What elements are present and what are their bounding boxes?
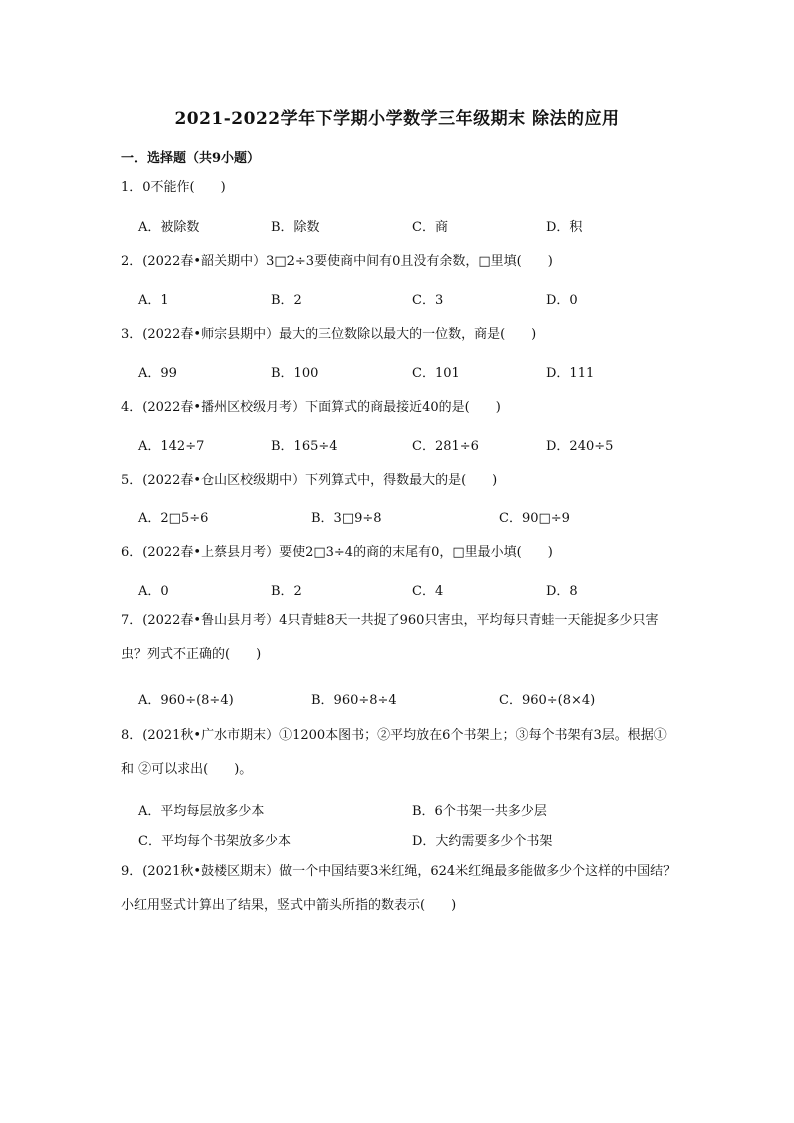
question-7: 7．(2022春•鲁山县月考）4只青蛙8天一共捉了960只害虫，平均每只青蛙一天能捉多少只害虫？列式不正确的( ) — [121, 613, 659, 662]
question-7-options — [138, 689, 698, 709]
option-d: D．240÷5 — [546, 439, 614, 454]
question-1: 1．0不能作( ) — [121, 180, 226, 195]
question-9: 9．(2021秋•鼓楼区期末）做一个中国结要3米红绳，624米红绳最多能做多少个这样的中国结？小红用竖式计算出了结果，竖式中箭头所指的数表示( ) — [121, 864, 677, 913]
question-8: 8．(2021秋•广水市期末）①1200本图书；②平均放在6个书架上；③每个书架有3层。根据①和 ②可以求出( )。 — [121, 728, 667, 777]
question-2-options — [138, 289, 698, 309]
option-a: A．2□5÷6 — [138, 511, 209, 526]
question-8-options-row-2 — [138, 830, 698, 850]
option-b: B．除数 — [271, 220, 320, 235]
option-d: D．0 — [546, 293, 578, 308]
option-d: D．积 — [546, 220, 583, 235]
question-1-options — [138, 216, 698, 236]
option-a: A．0 — [138, 584, 169, 599]
option-c: C．平均每个书架放多少本 — [138, 834, 291, 849]
option-b: B．960÷8÷4 — [311, 693, 397, 708]
option-c: C．90□÷9 — [499, 511, 570, 526]
question-4: 4．(2022春•播州区校级月考）下面算式的商最接近40的是( ) — [121, 400, 501, 415]
question-6-options — [138, 580, 698, 600]
option-d: D．大约需要多少个书架 — [412, 834, 553, 849]
option-b: B．2 — [271, 293, 302, 308]
option-b: B．2 — [271, 584, 302, 599]
option-a: A．1 — [138, 293, 169, 308]
option-a: A．被除数 — [138, 220, 200, 235]
option-c: C．281÷6 — [412, 439, 479, 454]
question-4-options — [138, 435, 698, 455]
option-a: A．99 — [138, 366, 177, 381]
question-3-options — [138, 362, 698, 382]
option-b: B．100 — [271, 366, 319, 381]
question-8-options-row-1 — [138, 800, 698, 820]
option-c: C．4 — [412, 584, 444, 599]
question-6: 6．(2022春•上蔡县月考）要使2□3÷4的商的末尾有0，□里最小填( ) — [121, 545, 553, 560]
option-b: B．165÷4 — [271, 439, 338, 454]
option-b: B．3□9÷8 — [311, 511, 382, 526]
option-b: B．6个书架一共多少层 — [412, 804, 547, 819]
option-c: C．960÷(8×4) — [499, 693, 596, 708]
option-c: C．3 — [412, 293, 444, 308]
question-2: 2．(2022春•韶关期中）3□2÷3要使商中间有0且没有余数，□里填( ) — [121, 254, 553, 269]
page-title: 2021-2022学年下学期小学数学三年级期末 除法的应用 — [174, 109, 620, 129]
section-heading: 一．选择题（共9小题） — [121, 151, 261, 166]
option-a: A．平均每层放多少本 — [138, 804, 265, 819]
option-c: C．商 — [412, 220, 448, 235]
option-a: A．960÷(8÷4) — [138, 693, 234, 708]
option-d: D．8 — [546, 584, 578, 599]
option-a: A．142÷7 — [138, 439, 205, 454]
option-c: C．101 — [412, 366, 460, 381]
question-5-options — [138, 507, 698, 527]
question-5: 5．(2022春•仓山区校级期中）下列算式中，得数最大的是( ) — [121, 473, 498, 488]
question-3: 3．(2022春•师宗县期中）最大的三位数除以最大的一位数，商是( ) — [121, 327, 537, 342]
option-d: D．111 — [546, 366, 595, 381]
